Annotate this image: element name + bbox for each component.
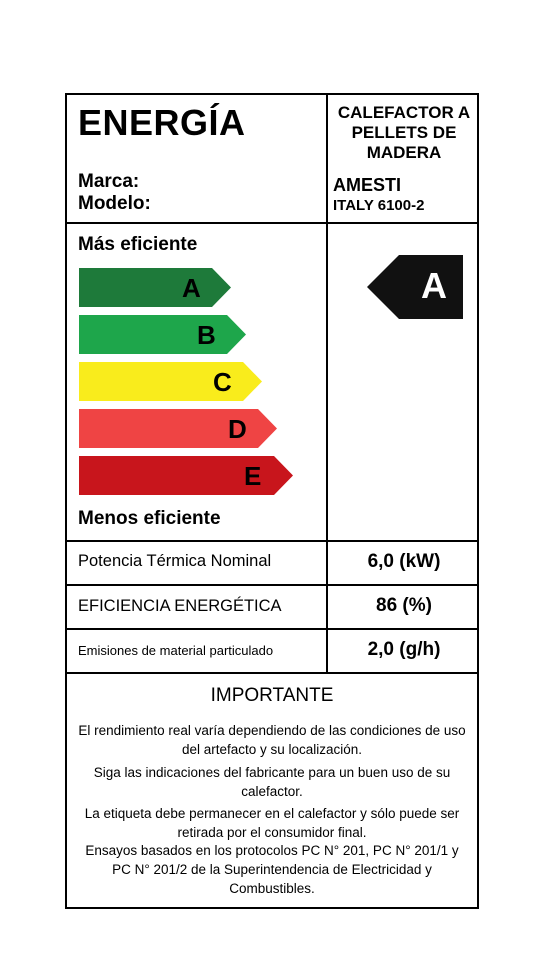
- spec-power-label: Potencia Térmica Nominal: [78, 552, 272, 570]
- spec-emissions-value: 2,0 (g/h): [367, 639, 441, 660]
- bar-arrow-shape: [79, 362, 262, 401]
- efficiency-bar-e: [79, 456, 293, 495]
- modelo-label: Modelo:: [78, 193, 151, 214]
- brand-value: AMESTI: [333, 175, 402, 195]
- important-paragraph: Ensayos basados en los protocolos PC N° 201, PC N° 201/1 y PC N° 201/2 de la Superintendencia de Electricidad y Combustibles.: [85, 843, 459, 896]
- rating-letter: A: [421, 265, 447, 306]
- bar-letter: C: [213, 367, 232, 397]
- important-paragraph: La etiqueta debe permanecer en el calefactor y sólo puede ser retirada por el consumidor final.: [84, 806, 460, 840]
- bar-arrow-shape: [79, 268, 231, 307]
- model-value: ITALY 6100-2: [333, 197, 425, 214]
- efficiency-bar-a: [79, 268, 231, 307]
- energy-label: [65, 93, 479, 909]
- important-title: IMPORTANTE: [210, 685, 334, 706]
- most-efficient-label: Más eficiente: [78, 234, 198, 255]
- bar-letter: B: [197, 320, 216, 350]
- bar-arrow-shape: [79, 315, 246, 354]
- efficiency-bar-d: [79, 409, 277, 448]
- spec-efficiency-label: EFICIENCIA ENERGÉTICA: [78, 597, 282, 615]
- important-paragraph: El rendimiento real varía dependiendo de las condiciones de uso del artefacto y su localización.: [78, 723, 466, 757]
- bar-letter: A: [182, 273, 201, 303]
- efficiency-bar-c: [79, 362, 262, 401]
- important-paragraph: Siga las indicaciones del fabricante para un buen uso de su calefactor.: [93, 765, 451, 799]
- bar-letter: D: [228, 414, 247, 444]
- rating-indicator: [367, 255, 463, 319]
- bar-arrow-shape: [79, 409, 277, 448]
- spec-power-value: 6,0 (kW): [367, 551, 441, 572]
- spec-emissions-label: Emisiones de material particulado: [78, 643, 274, 658]
- spec-efficiency-value: 86 (%): [376, 595, 432, 616]
- label-title: ENERGÍA: [78, 102, 246, 143]
- product-type: CALEFACTOR A PELLETS DE MADERA: [337, 103, 471, 162]
- divider: [67, 540, 477, 542]
- divider: [326, 95, 328, 672]
- efficiency-bar-b: [79, 315, 246, 354]
- rating-arrow-shape: [367, 255, 463, 319]
- divider: [67, 628, 477, 630]
- divider: [67, 672, 477, 674]
- divider: [67, 584, 477, 586]
- divider: [67, 222, 477, 224]
- least-efficient-label: Menos eficiente: [78, 508, 221, 529]
- marca-label: Marca:: [78, 171, 140, 192]
- bar-letter: E: [244, 461, 262, 491]
